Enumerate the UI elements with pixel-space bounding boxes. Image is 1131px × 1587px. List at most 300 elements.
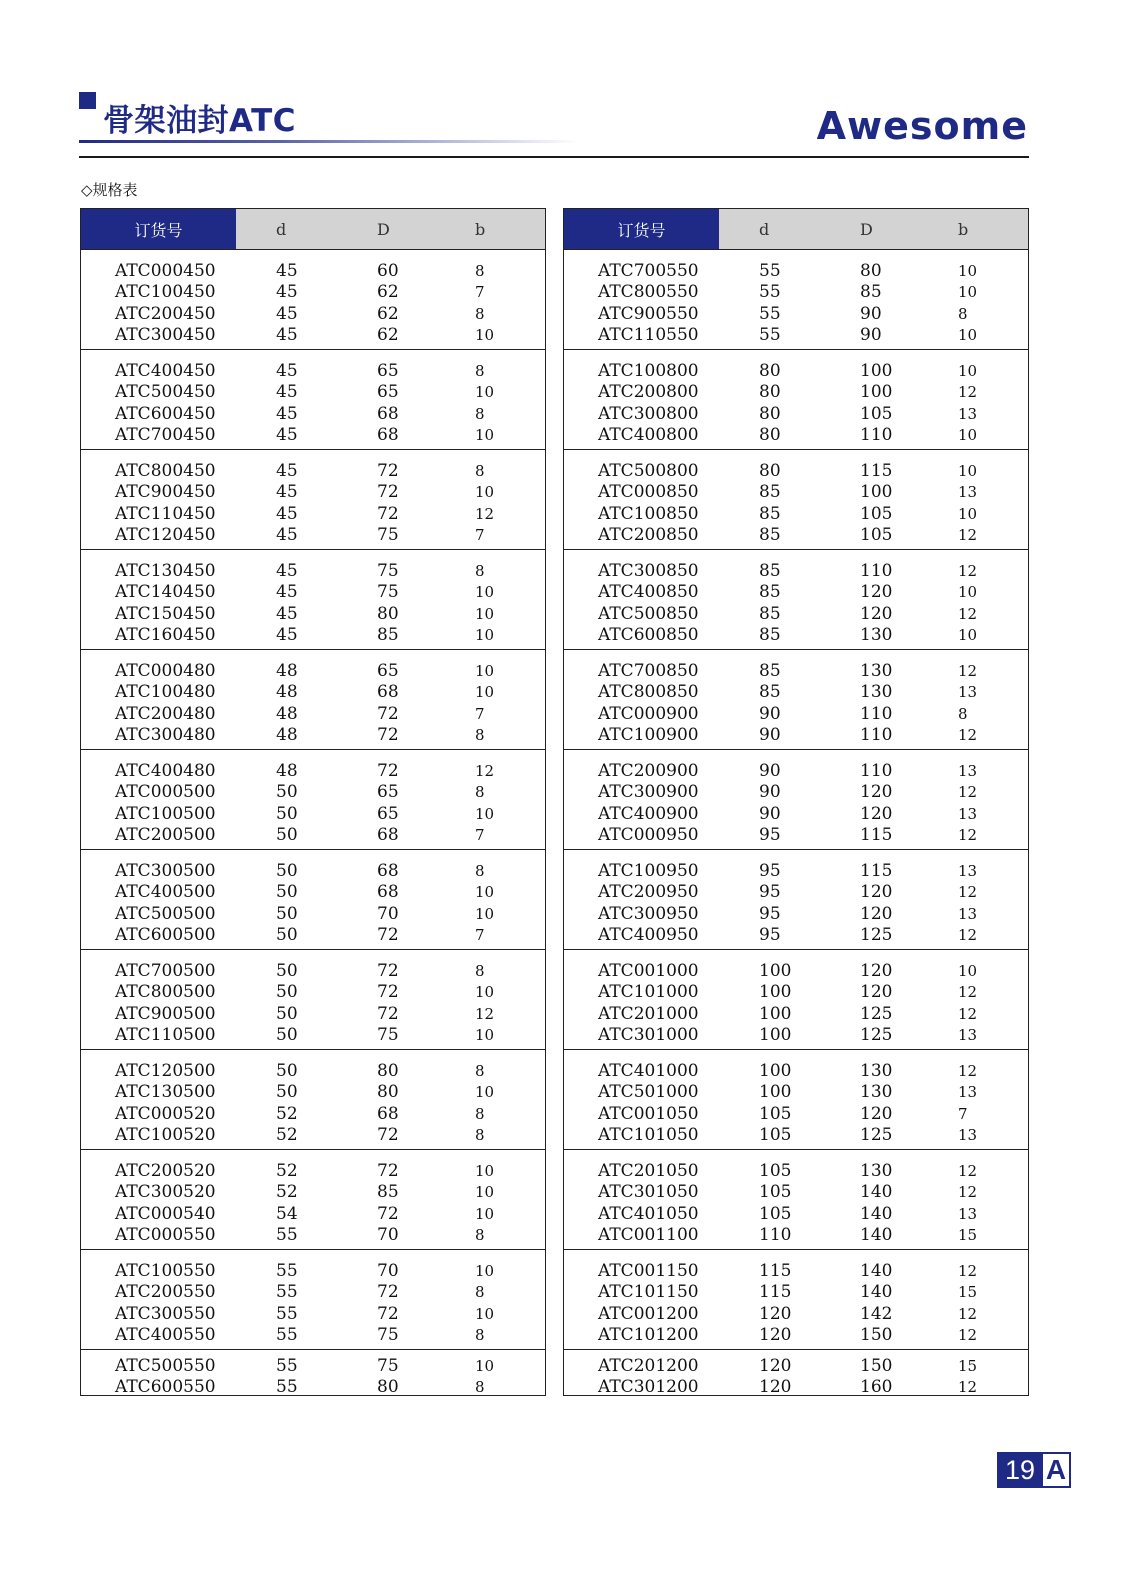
cell-D: 72	[377, 982, 399, 1003]
table-row	[81, 1025, 545, 1047]
row-group	[81, 550, 545, 650]
table-row	[81, 1282, 545, 1304]
cell-D: 68	[377, 1103, 399, 1124]
cell-b: 8	[475, 361, 485, 380]
cell-d: 95	[759, 860, 781, 881]
cell-d: 85	[759, 482, 781, 503]
cell-d: 90	[759, 782, 781, 803]
table-row	[81, 460, 545, 482]
table-row	[564, 460, 1028, 482]
cell-D: 72	[377, 760, 399, 781]
cell-d: 52	[276, 1182, 298, 1203]
cell-D: 90	[860, 303, 882, 324]
cell-D: 80	[377, 1060, 399, 1081]
cell-d: 50	[276, 825, 298, 846]
cell-d: 105	[759, 1203, 792, 1224]
table-row	[81, 1125, 545, 1147]
cell-d: 55	[276, 1303, 298, 1324]
spec-table-left	[80, 208, 546, 1396]
cell-b: 13	[958, 1026, 978, 1045]
cell-order-no: ATC000500	[115, 782, 216, 803]
table-row	[81, 860, 545, 882]
cell-b: 10	[958, 326, 978, 345]
cell-order-no: ATC501000	[598, 1082, 699, 1103]
cell-order-no: ATC600850	[598, 625, 699, 646]
table-row	[564, 560, 1028, 582]
cell-b: 13	[958, 861, 978, 880]
cell-D: 125	[860, 1025, 893, 1046]
cell-order-no: ATC000950	[598, 825, 699, 846]
cell-D: 140	[860, 1203, 893, 1224]
table-row	[81, 682, 545, 704]
cell-D: 72	[377, 1203, 399, 1224]
cell-d: 90	[759, 760, 781, 781]
cell-D: 65	[377, 382, 399, 403]
cell-b: 13	[958, 904, 978, 923]
table-row	[81, 1260, 545, 1282]
cell-b: 10	[958, 461, 978, 480]
table-header	[81, 209, 545, 250]
cell-d: 45	[276, 503, 298, 524]
row-group	[564, 1050, 1028, 1150]
cell-order-no: ATC200850	[598, 525, 699, 546]
cell-order-no: ATC400900	[598, 803, 699, 824]
cell-b: 10	[475, 604, 495, 623]
cell-b: 10	[475, 1204, 495, 1223]
cell-b: 8	[475, 961, 485, 980]
cell-b: 12	[958, 526, 978, 545]
cell-order-no: ATC101000	[598, 982, 699, 1003]
cell-d: 55	[759, 260, 781, 281]
table-row	[564, 1377, 1028, 1399]
cell-d: 45	[276, 260, 298, 281]
cell-d: 100	[759, 1025, 792, 1046]
cell-D: 68	[377, 425, 399, 446]
cell-d: 50	[276, 1025, 298, 1046]
cell-b: 10	[958, 361, 978, 380]
cell-D: 75	[377, 560, 399, 581]
cell-d: 55	[276, 1377, 298, 1398]
cell-D: 110	[860, 425, 893, 446]
cell-order-no: ATC100480	[115, 682, 216, 703]
cell-d: 85	[759, 625, 781, 646]
cell-order-no: ATC400480	[115, 760, 216, 781]
cell-order-no: ATC400500	[115, 882, 216, 903]
cell-order-no: ATC201200	[598, 1355, 699, 1376]
cell-b: 12	[475, 761, 495, 780]
cell-D: 140	[860, 1282, 893, 1303]
cell-d: 50	[276, 1003, 298, 1024]
table-row	[564, 1225, 1028, 1247]
cell-order-no: ATC300900	[598, 782, 699, 803]
cell-D: 85	[377, 1182, 399, 1203]
cell-order-no: ATC101200	[598, 1325, 699, 1346]
column-header-d: d	[276, 219, 287, 239]
cell-b: 10	[475, 661, 495, 680]
cell-d: 80	[759, 403, 781, 424]
cell-order-no: ATC500550	[115, 1355, 216, 1376]
cell-d: 48	[276, 682, 298, 703]
cell-b: 15	[958, 1226, 978, 1245]
cell-D: 75	[377, 525, 399, 546]
cell-order-no: ATC700850	[598, 660, 699, 681]
cell-order-no: ATC600550	[115, 1377, 216, 1398]
cell-b: 8	[475, 561, 485, 580]
cell-b: 10	[475, 883, 495, 902]
cell-order-no: ATC200900	[598, 760, 699, 781]
cell-D: 62	[377, 282, 399, 303]
cell-b: 10	[475, 1161, 495, 1180]
table-row	[564, 660, 1028, 682]
row-group	[81, 250, 545, 350]
cell-D: 100	[860, 360, 893, 381]
cell-d: 52	[276, 1103, 298, 1124]
table-row	[81, 525, 545, 547]
column-header-order-no: 订货号	[81, 209, 236, 249]
cell-b: 12	[958, 604, 978, 623]
cell-d: 100	[759, 960, 792, 981]
table-row	[81, 425, 545, 447]
cell-d: 50	[276, 882, 298, 903]
cell-d: 120	[759, 1325, 792, 1346]
cell-b: 12	[958, 1061, 978, 1080]
cell-order-no: ATC000450	[115, 260, 216, 281]
row-group	[81, 950, 545, 1050]
cell-d: 45	[276, 460, 298, 481]
cell-b: 12	[958, 383, 978, 402]
cell-order-no: ATC001050	[598, 1103, 699, 1124]
cell-b: 8	[475, 1378, 485, 1397]
cell-b: 8	[475, 726, 485, 745]
cell-b: 13	[958, 804, 978, 823]
table-row	[564, 625, 1028, 647]
cell-D: 120	[860, 782, 893, 803]
cell-D: 90	[860, 325, 882, 346]
cell-d: 45	[276, 603, 298, 624]
table-row	[81, 960, 545, 982]
cell-b: 10	[475, 426, 495, 445]
cell-order-no: ATC120450	[115, 525, 216, 546]
row-group	[564, 250, 1028, 350]
table-row	[81, 482, 545, 504]
cell-D: 150	[860, 1325, 893, 1346]
cell-D: 115	[860, 860, 893, 881]
cell-d: 54	[276, 1203, 298, 1224]
cell-order-no: ATC300850	[598, 560, 699, 581]
section-label: ◇规格表	[81, 181, 138, 199]
page-title: 骨架油封ATC	[103, 103, 296, 139]
table-body	[81, 250, 545, 1398]
cell-d: 105	[759, 1103, 792, 1124]
cell-order-no: ATC600500	[115, 925, 216, 946]
cell-d: 48	[276, 760, 298, 781]
table-body	[564, 250, 1028, 1398]
cell-order-no: ATC401050	[598, 1203, 699, 1224]
cell-order-no: ATC200500	[115, 825, 216, 846]
cell-b: 8	[475, 1126, 485, 1145]
cell-D: 100	[860, 382, 893, 403]
cell-b: 12	[958, 883, 978, 902]
cell-D: 75	[377, 1325, 399, 1346]
cell-d: 100	[759, 1003, 792, 1024]
table-row	[81, 1377, 545, 1399]
cell-d: 55	[759, 282, 781, 303]
cell-b: 10	[475, 1356, 495, 1375]
table-row	[81, 660, 545, 682]
cell-d: 45	[276, 403, 298, 424]
cell-D: 125	[860, 1003, 893, 1024]
table-row	[81, 1225, 545, 1247]
cell-b: 10	[475, 683, 495, 702]
table-row	[81, 703, 545, 725]
cell-D: 110	[860, 725, 893, 746]
cell-order-no: ATC100950	[598, 860, 699, 881]
cell-D: 120	[860, 882, 893, 903]
cell-b: 10	[958, 626, 978, 645]
cell-order-no: ATC000550	[115, 1225, 216, 1246]
cell-D: 80	[860, 260, 882, 281]
cell-order-no: ATC001100	[598, 1225, 699, 1246]
cell-b: 12	[958, 983, 978, 1002]
cell-d: 95	[759, 825, 781, 846]
page-number: 19	[997, 1452, 1041, 1488]
table-row	[81, 982, 545, 1004]
cell-D: 65	[377, 360, 399, 381]
cell-order-no: ATC200450	[115, 303, 216, 324]
table-row	[564, 582, 1028, 604]
table-row	[81, 582, 545, 604]
table-row	[564, 782, 1028, 804]
cell-order-no: ATC300550	[115, 1303, 216, 1324]
cell-d: 50	[276, 1060, 298, 1081]
cell-d: 45	[276, 560, 298, 581]
cell-d: 80	[759, 382, 781, 403]
page-letter: A	[1041, 1452, 1071, 1488]
cell-d: 55	[276, 1225, 298, 1246]
row-group	[564, 750, 1028, 850]
cell-d: 48	[276, 703, 298, 724]
cell-D: 130	[860, 1082, 893, 1103]
table-row	[81, 1060, 545, 1082]
row-group	[564, 850, 1028, 950]
cell-order-no: ATC130450	[115, 560, 216, 581]
cell-d: 90	[759, 725, 781, 746]
table-row	[81, 282, 545, 304]
table-row	[564, 803, 1028, 825]
cell-order-no: ATC201000	[598, 1003, 699, 1024]
cell-D: 72	[377, 1003, 399, 1024]
row-group	[81, 750, 545, 850]
cell-D: 115	[860, 825, 893, 846]
cell-order-no: ATC900550	[598, 303, 699, 324]
row-group	[81, 650, 545, 750]
cell-D: 65	[377, 782, 399, 803]
cell-d: 85	[759, 682, 781, 703]
cell-D: 125	[860, 1125, 893, 1146]
cell-D: 140	[860, 1260, 893, 1281]
header-square-icon	[79, 92, 96, 109]
table-row	[564, 425, 1028, 447]
cell-b: 12	[958, 561, 978, 580]
cell-D: 85	[377, 625, 399, 646]
cell-b: 10	[958, 504, 978, 523]
table-row	[81, 803, 545, 825]
cell-d: 95	[759, 925, 781, 946]
cell-d: 55	[276, 1325, 298, 1346]
row-group	[564, 450, 1028, 550]
table-row	[564, 260, 1028, 282]
cell-d: 120	[759, 1303, 792, 1324]
table-row	[564, 325, 1028, 347]
cell-D: 62	[377, 303, 399, 324]
table-row	[564, 303, 1028, 325]
title-underline	[79, 140, 579, 143]
cell-b: 10	[958, 583, 978, 602]
cell-order-no: ATC800450	[115, 460, 216, 481]
cell-D: 110	[860, 760, 893, 781]
table-row	[81, 1355, 545, 1377]
page-number-badge	[997, 1452, 1071, 1488]
cell-d: 45	[276, 282, 298, 303]
cell-order-no: ATC110550	[598, 325, 699, 346]
cell-D: 120	[860, 582, 893, 603]
cell-b: 8	[475, 261, 485, 280]
cell-order-no: ATC201050	[598, 1160, 699, 1181]
cell-D: 75	[377, 1355, 399, 1376]
cell-d: 55	[759, 325, 781, 346]
cell-b: 10	[475, 1026, 495, 1045]
row-group	[564, 550, 1028, 650]
cell-D: 105	[860, 525, 893, 546]
cell-D: 110	[860, 703, 893, 724]
table-row	[564, 1303, 1028, 1325]
cell-order-no: ATC400800	[598, 425, 699, 446]
cell-order-no: ATC200950	[598, 882, 699, 903]
table-row	[81, 1325, 545, 1347]
cell-D: 70	[377, 1260, 399, 1281]
table-row	[564, 525, 1028, 547]
row-group	[81, 1350, 545, 1398]
cell-D: 68	[377, 682, 399, 703]
cell-d: 48	[276, 725, 298, 746]
cell-d: 45	[276, 425, 298, 446]
cell-b: 12	[958, 826, 978, 845]
table-row	[564, 603, 1028, 625]
table-row	[81, 782, 545, 804]
cell-b: 12	[475, 1004, 495, 1023]
table-row	[564, 1182, 1028, 1204]
cell-d: 50	[276, 925, 298, 946]
table-row	[81, 903, 545, 925]
cell-order-no: ATC000540	[115, 1203, 216, 1224]
cell-D: 72	[377, 1125, 399, 1146]
cell-order-no: ATC300520	[115, 1182, 216, 1203]
table-row	[564, 282, 1028, 304]
table-row	[564, 825, 1028, 847]
cell-b: 8	[475, 861, 485, 880]
cell-D: 72	[377, 1303, 399, 1324]
cell-d: 50	[276, 782, 298, 803]
cell-d: 45	[276, 360, 298, 381]
cell-b: 15	[958, 1283, 978, 1302]
table-row	[81, 760, 545, 782]
cell-order-no: ATC300500	[115, 860, 216, 881]
cell-b: 13	[958, 1083, 978, 1102]
cell-D: 120	[860, 960, 893, 981]
row-group	[81, 1250, 545, 1350]
cell-d: 55	[276, 1355, 298, 1376]
table-row	[564, 682, 1028, 704]
row-group	[564, 950, 1028, 1050]
table-row	[81, 1182, 545, 1204]
cell-order-no: ATC200520	[115, 1160, 216, 1181]
cell-order-no: ATC300950	[598, 903, 699, 924]
cell-d: 90	[759, 803, 781, 824]
table-row	[564, 1103, 1028, 1125]
cell-order-no: ATC001000	[598, 960, 699, 981]
cell-D: 130	[860, 660, 893, 681]
cell-b: 13	[958, 761, 978, 780]
cell-order-no: ATC130500	[115, 1082, 216, 1103]
cell-b: 13	[958, 404, 978, 423]
cell-D: 150	[860, 1355, 893, 1376]
cell-b: 13	[958, 1126, 978, 1145]
cell-d: 50	[276, 960, 298, 981]
cell-d: 100	[759, 982, 792, 1003]
cell-D: 68	[377, 825, 399, 846]
table-row	[564, 1355, 1028, 1377]
cell-order-no: ATC301050	[598, 1182, 699, 1203]
cell-D: 80	[377, 1377, 399, 1398]
cell-d: 50	[276, 982, 298, 1003]
cell-order-no: ATC900500	[115, 1003, 216, 1024]
cell-b: 10	[475, 804, 495, 823]
cell-d: 50	[276, 803, 298, 824]
table-row	[564, 882, 1028, 904]
table-row	[81, 382, 545, 404]
cell-b: 12	[958, 1326, 978, 1345]
cell-D: 70	[377, 903, 399, 924]
cell-order-no: ATC101150	[598, 1282, 699, 1303]
cell-b: 12	[475, 504, 495, 523]
cell-b: 8	[475, 1283, 485, 1302]
cell-order-no: ATC110450	[115, 503, 216, 524]
cell-D: 68	[377, 882, 399, 903]
cell-d: 80	[759, 360, 781, 381]
table-row	[564, 1025, 1028, 1047]
cell-D: 65	[377, 803, 399, 824]
cell-d: 85	[759, 603, 781, 624]
cell-D: 72	[377, 482, 399, 503]
table-row	[81, 360, 545, 382]
cell-b: 10	[475, 626, 495, 645]
cell-d: 52	[276, 1125, 298, 1146]
table-row	[81, 403, 545, 425]
cell-d: 100	[759, 1082, 792, 1103]
cell-d: 45	[276, 325, 298, 346]
cell-d: 95	[759, 882, 781, 903]
cell-b: 10	[475, 1261, 495, 1280]
row-group	[81, 350, 545, 450]
cell-D: 72	[377, 503, 399, 524]
cell-d: 120	[759, 1377, 792, 1398]
cell-order-no: ATC500450	[115, 382, 216, 403]
cell-b: 7	[475, 526, 485, 545]
cell-b: 10	[958, 283, 978, 302]
table-row	[564, 482, 1028, 504]
column-header-D: D	[377, 219, 390, 239]
cell-b: 8	[475, 1326, 485, 1345]
